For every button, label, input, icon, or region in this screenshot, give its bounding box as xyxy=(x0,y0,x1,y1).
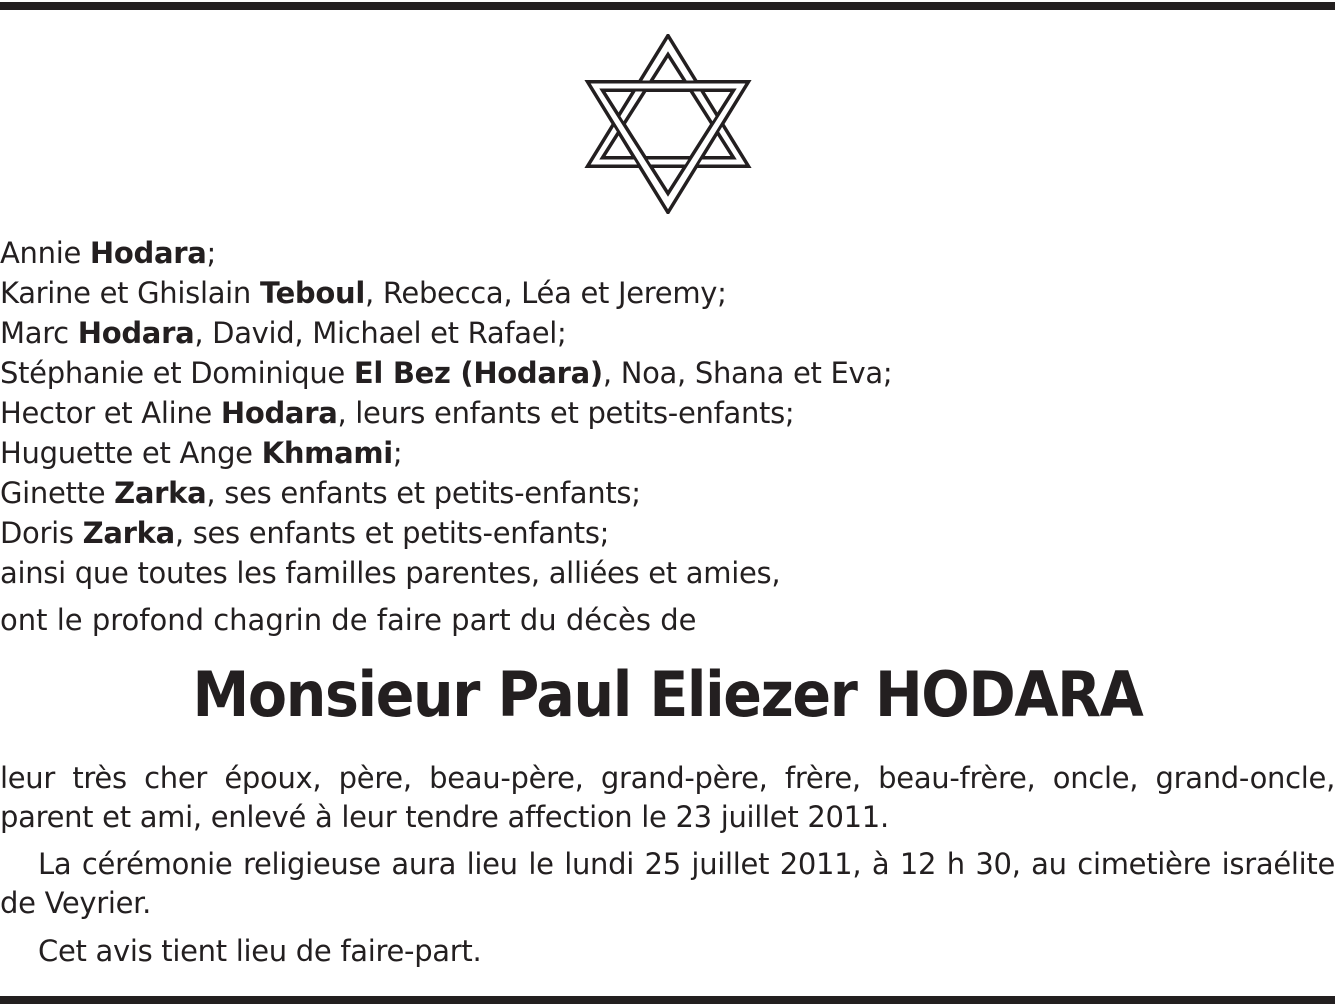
family-line: Hector et Aline Hodara, leurs enfants et petits-enfants; xyxy=(0,396,795,430)
family-line: Annie Hodara; xyxy=(0,236,216,270)
ceremony-paragraph: La cérémonie religieuse aura lieu le lundi 25 juillet 2011, à 12 h 30, au cimetière israélite de Veyrier. xyxy=(0,847,1335,920)
top-rule xyxy=(0,2,1335,10)
family-line: Ginette Zarka, ses enfants et petits-enfants; xyxy=(0,476,641,510)
intro-text: ont le profond chagrin de faire part du décès de xyxy=(0,603,697,637)
deceased-name: Monsieur Paul Eliezer HODARA xyxy=(192,658,1143,731)
family-line: Karine et Ghislain Teboul, Rebecca, Léa et Jeremy; xyxy=(0,276,727,310)
bottom-rule xyxy=(0,996,1335,1004)
family-line: Marc Hodara, David, Michael et Rafael; xyxy=(0,316,567,350)
star-of-david-icon xyxy=(584,34,752,214)
family-line: Stéphanie et Dominique El Bez (Hodara), Noa, Shana et Eva; xyxy=(0,356,893,390)
family-list xyxy=(0,233,892,593)
family-line: Doris Zarka, ses enfants et petits-enfants; xyxy=(0,516,610,550)
relation-paragraph: leur très cher époux, père, beau-père, grand-père, frère, beau-frère, oncle, grand-oncle, parent et ami, enlevé à leur tendre affection le 23 juillet 2011. xyxy=(0,761,1335,834)
family-line: Huguette et Ange Khmami; xyxy=(0,436,403,470)
family-line: ainsi que toutes les familles parentes, alliées et amies, xyxy=(0,556,781,590)
notice-paragraph: Cet avis tient lieu de faire-part. xyxy=(38,934,482,968)
